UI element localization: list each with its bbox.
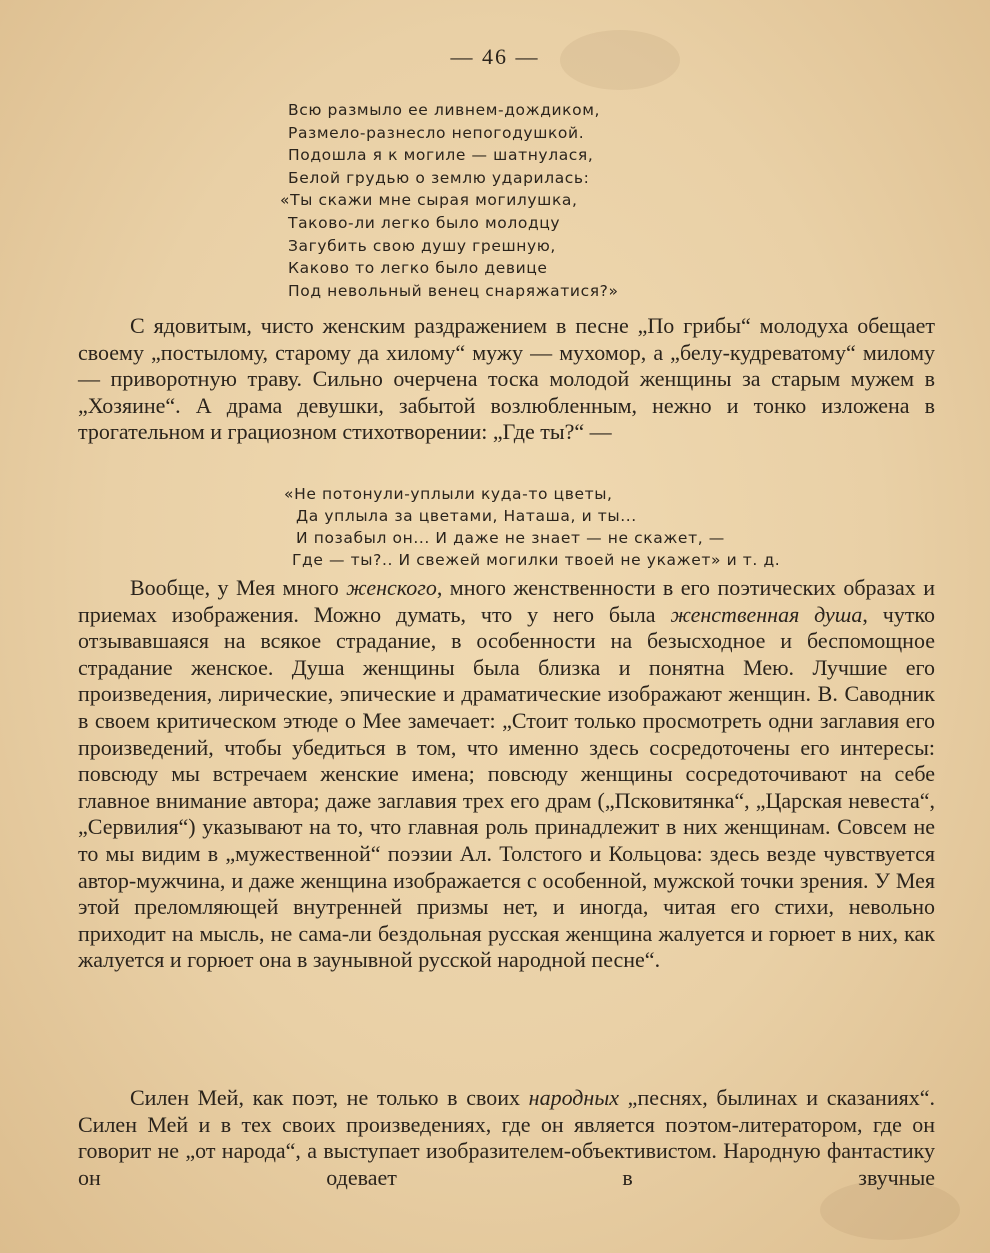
paragraph-text: С ядовитым, чисто женским раздражением в песне „По грибы“ молодуха обещает своему „постылому, старому да хилому“ мужу — мухомор, а „белу-кудреватому“ милому — приворотную траву. Сильно очерчена тоска молодой женщины за старым мужем в „Хозяине“. А драма девушки, забытой возлюбленным, нежно и тонко изложена в трогательном и грациозном стихотворении: „Где ты?“ — [78, 313, 935, 445]
poem-line: «Не потонули-уплыли куда-то цветы, [284, 485, 613, 503]
emphasis: женственная душа [670, 601, 863, 627]
poem-line: Каково то легко было девице [288, 259, 548, 278]
page-number: — 46 — [450, 44, 540, 69]
poem-excerpt-1 [280, 99, 619, 302]
poem-line: «Ты скажи мне сырая могилушка, [280, 191, 578, 210]
poem-line: И позабыл он... И даже не знает — не скажет, — [296, 529, 725, 547]
paragraph-text: Силен Мей, как поэт, не только в своих народных „песнях, былинах и сказаниях“. Силен Мей и в тех своих произведениях, где он является поэтом-литератором, где он говорит не „от народа“, а выступает изобразителем-объективистом. Народную фантастику он одевает в звучные [78, 1085, 935, 1190]
paragraph-1 [78, 313, 935, 446]
paragraph-text: Вообще, у Мея много женского, много женственности в его поэтических образах и приемах изображения. Можно думать, что у него была женственная душа, чутко отзывавшаяся на всякое страдание, в особенности на безысходное и беспомощное страдание женское. Душа женщины была близка и понятна Мею. Лучшие его произведения, лирические, эпические и драматические изображают женщин. В. Саводник в своем критическом этюде о Мее замечает: „Стоит только просмотреть одни заглавия его произведений, чтобы убедиться в том, что именно здесь сосредоточены его интересы: повсюду мы встречаем женские имена; повсюду женщины сосредоточивают на себе главное внимание автора; даже заглавия трех его драм („Псковитянка“, „Царская невеста“, „Сервилия“) указывают на то, что главная роль принадлежит в них женщинам. Совсем не то мы видим в „мужественной“ поэзии Ал. Толстого и Кольцова: здесь везде чувствуется автор-мужчина, и даже женщина изображается с особенной, мужской точки зрения. У Мея этой преломляющей внутренней призмы нет, и иногда, читая его стихи, невольно приходит на мысль, не сама-ли бездольная русская женщина жалуется и горюет в них, как жалуется и горюет она в заунывной русской народной песне“. [78, 575, 935, 973]
poem-line: Да уплыла за цветами, Наташа, и ты... [296, 507, 637, 525]
poem-line: Подошла я к могиле — шатнулася, [288, 146, 594, 165]
paragraph-3 [78, 1085, 935, 1191]
emphasis: народных [528, 1085, 620, 1110]
poem-line: Под невольный венец снаряжатися?» [288, 281, 619, 300]
poem-line: Всю размыло ее ливнем-дождиком, [288, 101, 601, 119]
poem-excerpt-2 [284, 483, 780, 571]
poem-line: Размело-разнесло непогодушкой. [288, 123, 585, 142]
poem-line: Белой грудью о землю ударилась: [288, 168, 590, 187]
poem-line: Загубить свою душу грешную, [288, 236, 556, 255]
paragraph-2 [78, 575, 935, 974]
poem-line: Где — ты?.. И свежей могилки твоей не укажет» и т. д. [292, 551, 781, 569]
poem-line: Таково-ли легко было молодцу [288, 213, 561, 232]
emphasis: женского [346, 575, 437, 600]
